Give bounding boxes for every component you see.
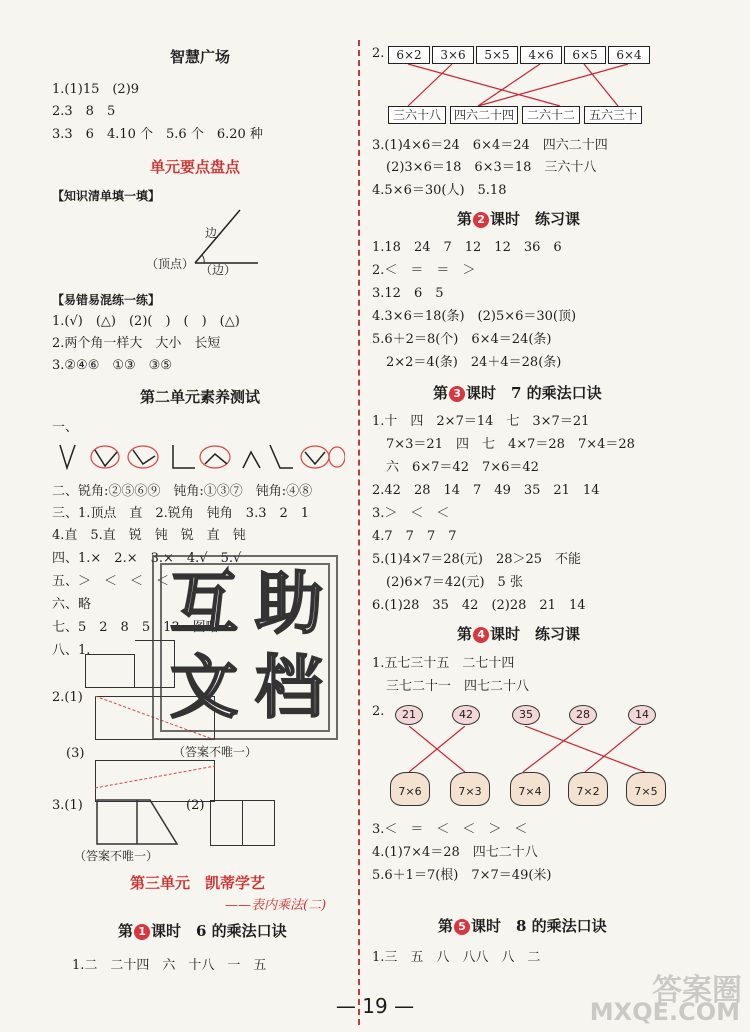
top-box-2: 3×6 — [432, 46, 474, 64]
line-c-2: 7×3＝21 四 七 4×7＝28 7×4＝28 — [386, 437, 635, 452]
lesson3-badge: 3 — [449, 386, 465, 402]
vase-1: 7×6 — [390, 772, 430, 806]
stamp-char-1: 互 — [169, 565, 238, 644]
line-b-2: 2.＜ ＝ ＝ ＞ — [372, 263, 476, 278]
watermark-logo: 答案圈 — [652, 973, 742, 1008]
line-c-5: 3.＞ ＜ ＜ — [372, 506, 450, 521]
page-number: — 19 — — [335, 994, 415, 1018]
test-line-10: 2.(1) — [52, 690, 83, 705]
lesson1-title — [118, 922, 287, 940]
lesson1-line: 1.二 二十四 六 十八 一 五 — [72, 958, 267, 973]
top-box-1: 6×2 — [388, 46, 430, 64]
vase-2: 7×3 — [450, 772, 490, 806]
vase-5: 7×5 — [626, 772, 666, 806]
line-c-1: 1.十 四 2×7＝14 七 3×7＝21 — [372, 414, 590, 429]
stamp-char-2: 助 — [254, 565, 323, 644]
angle-vertex-label: （顶点） — [146, 257, 195, 271]
lesson1-pre: 第 — [118, 922, 134, 940]
mistake-header: 【易错易混练一练】 — [52, 293, 161, 307]
line-c-6: 4.7 7 7 7 — [372, 529, 457, 544]
line-a-2: (2)3×6＝18 6×3＝18 三六十八 — [386, 160, 597, 175]
lesson5-line: 1.三 五 八 八八 八 二 — [372, 950, 541, 965]
flower-1: 21 — [395, 705, 423, 725]
mistake-line-3: 3.②④⑥ ①③ ③⑤ — [52, 358, 172, 373]
vase-3: 7×4 — [510, 772, 550, 806]
line-c-7: 5.(1)4×7＝28(元) 28＞25 不能 — [372, 552, 582, 567]
line-e-3: 5.6＋1＝7(根) 7×7＝49(米) — [372, 868, 552, 883]
test-line-4: 4.直 5.直 锐 钝 锐 直 钝 — [52, 528, 246, 543]
line-c-8: (2)6×7＝42(元) 5 张 — [386, 575, 523, 590]
stamp-char-3: 文 — [169, 649, 238, 728]
note-answer-2: （答案不唯一） — [74, 849, 159, 863]
angle-side2-label: （边） — [200, 263, 237, 277]
angle-side1-label: 边 — [205, 226, 218, 240]
q2b-label: 2. — [372, 704, 385, 719]
test-line-3: 三、1.顶点 直 2.锐角 钝角 3.3 2 1 — [52, 506, 310, 521]
unit3-title: 第三单元 凯蒂学艺 — [130, 874, 266, 892]
top-box-5: 6×5 — [564, 46, 606, 64]
line-b-5: 5.6＋2＝8(个) 6×4＝24(条) — [372, 332, 552, 347]
line-c-4: 2.42 28 14 7 49 35 21 14 — [372, 483, 600, 498]
test-line-9: 八、1. — [52, 643, 91, 658]
lesson1-post: 课时 6 的乘法口诀 — [151, 922, 287, 940]
lesson3-pre: 第 — [433, 384, 449, 402]
zhihui-title: 智慧广场 — [170, 48, 231, 66]
matching-lines-1 — [388, 64, 653, 109]
line-b-6: 2×2＝4(条) 24＋4＝28(条) — [386, 355, 562, 370]
test-line-11: (3) — [66, 746, 85, 761]
test-line-7: 六、略 — [52, 597, 92, 612]
lesson5-title — [438, 917, 607, 935]
lesson5-badge: 5 — [454, 919, 470, 935]
lesson4-pre: 第 — [457, 625, 473, 643]
unit-test-title: 第二单元素养测试 — [140, 388, 261, 406]
vase-4: 7×2 — [568, 772, 608, 806]
flower-4: 28 — [569, 705, 597, 725]
trapezoid-figure — [95, 798, 180, 846]
line-d-2: 三七二十一 四七二十八 — [386, 679, 530, 694]
bottom-box-2: 四六二十四 — [450, 106, 518, 124]
bottom-box-4: 五六三十 — [584, 106, 642, 124]
test-line-5: 四、1.× 2.× 3.× 4.√ 5.√ — [52, 551, 242, 566]
section-one: 一、 — [52, 420, 79, 435]
diagonal-line-2 — [95, 760, 215, 802]
line-c-3: 六 6×7＝42 7×6＝42 — [386, 460, 539, 475]
lesson4-title — [457, 625, 580, 643]
lesson5-post: 课时 8 的乘法口诀 — [471, 917, 607, 935]
bottom-box-3: 二六十二 — [522, 106, 580, 124]
lesson1-badge: 1 — [134, 924, 150, 940]
line-a-3: 4.5×6＝30(人) 5.18 — [372, 183, 507, 198]
lesson2-title — [457, 210, 580, 228]
lesson2-badge: 2 — [473, 212, 489, 228]
zh-line-1: 1.(1)15 (2)9 — [52, 82, 140, 97]
line-d-1: 1.五七三十五 二七十四 — [372, 656, 515, 671]
q2-label: 2. — [372, 46, 385, 61]
line-b-3: 3.12 6 5 — [372, 286, 444, 301]
lesson4-post: 课时 练习课 — [490, 625, 581, 643]
column-divider — [358, 40, 360, 1025]
test-line-2: 二、锐角:②⑤⑥⑨ 钝角:①③⑦ 钝角:④⑧ — [52, 484, 313, 499]
test-line-6: 五、＞ ＜ ＜ ＜ — [52, 574, 170, 589]
flower-2: 42 — [452, 705, 480, 725]
bottom-box-1: 三六十八 — [388, 106, 446, 124]
top-box-6: 6×4 — [608, 46, 650, 64]
mistake-line-2: 2.两个角一样大 大小 长短 — [52, 336, 221, 351]
angle-shapes-row — [55, 440, 345, 475]
line-a-1: 3.(1)4×6＝24 6×4＝24 四六二十四 — [372, 138, 608, 153]
line-b-4: 4.3×6＝18(条) (2)5×6＝30(顶) — [372, 309, 577, 324]
flower-5: 14 — [628, 705, 656, 725]
mistake-line-1: 1.(√) (△) (2)( ) ( ) (△) — [52, 314, 240, 329]
test-line-8: 七、5 2 8 5 13 图略 — [52, 620, 219, 635]
lesson2-post: 课时 练习课 — [490, 210, 581, 228]
lesson3-post: 课时 7 的乘法口诀 — [466, 384, 602, 402]
knowledge-header: 【知识清单填一填】 — [52, 189, 161, 203]
line-b-1: 1.18 24 7 12 12 36 6 — [372, 240, 562, 255]
unit3-subtitle: ——表内乘法(二) — [225, 898, 327, 913]
watermark-url: MXQE.COM — [589, 998, 740, 1026]
lesson3-title — [433, 384, 602, 402]
test-line-13: (2) — [186, 798, 205, 813]
rect-figure-1 — [85, 654, 135, 688]
hzhu-stamp — [152, 555, 338, 740]
note-answer-1: （答案不唯一） — [173, 745, 258, 759]
line-e-1: 3.＜ ＝ ＜ ＜ ＞ ＜ — [372, 822, 528, 837]
top-box-4: 4×6 — [520, 46, 562, 64]
matching-lines-2 — [395, 726, 665, 774]
lesson5-pre: 第 — [438, 917, 454, 935]
unit-review-title: 单元要点盘点 — [150, 158, 241, 176]
lesson4-badge: 4 — [473, 627, 489, 643]
line-c-9: 6.(1)28 35 42 (2)28 21 14 — [372, 598, 586, 613]
zh-line-2: 2.3 8 5 — [52, 104, 116, 119]
zh-line-3: 3.3 6 4.10 个 5.6 个 6.20 种 — [52, 127, 263, 142]
flower-3: 35 — [512, 705, 540, 725]
test-line-12: 3.(1) — [52, 798, 83, 813]
rect-divider — [242, 800, 243, 846]
line-e-2: 4.(1)7×4＝28 四七二十八 — [372, 845, 538, 860]
top-box-3: 5×5 — [476, 46, 518, 64]
lesson2-pre: 第 — [457, 210, 473, 228]
stamp-char-4: 档 — [254, 649, 323, 728]
